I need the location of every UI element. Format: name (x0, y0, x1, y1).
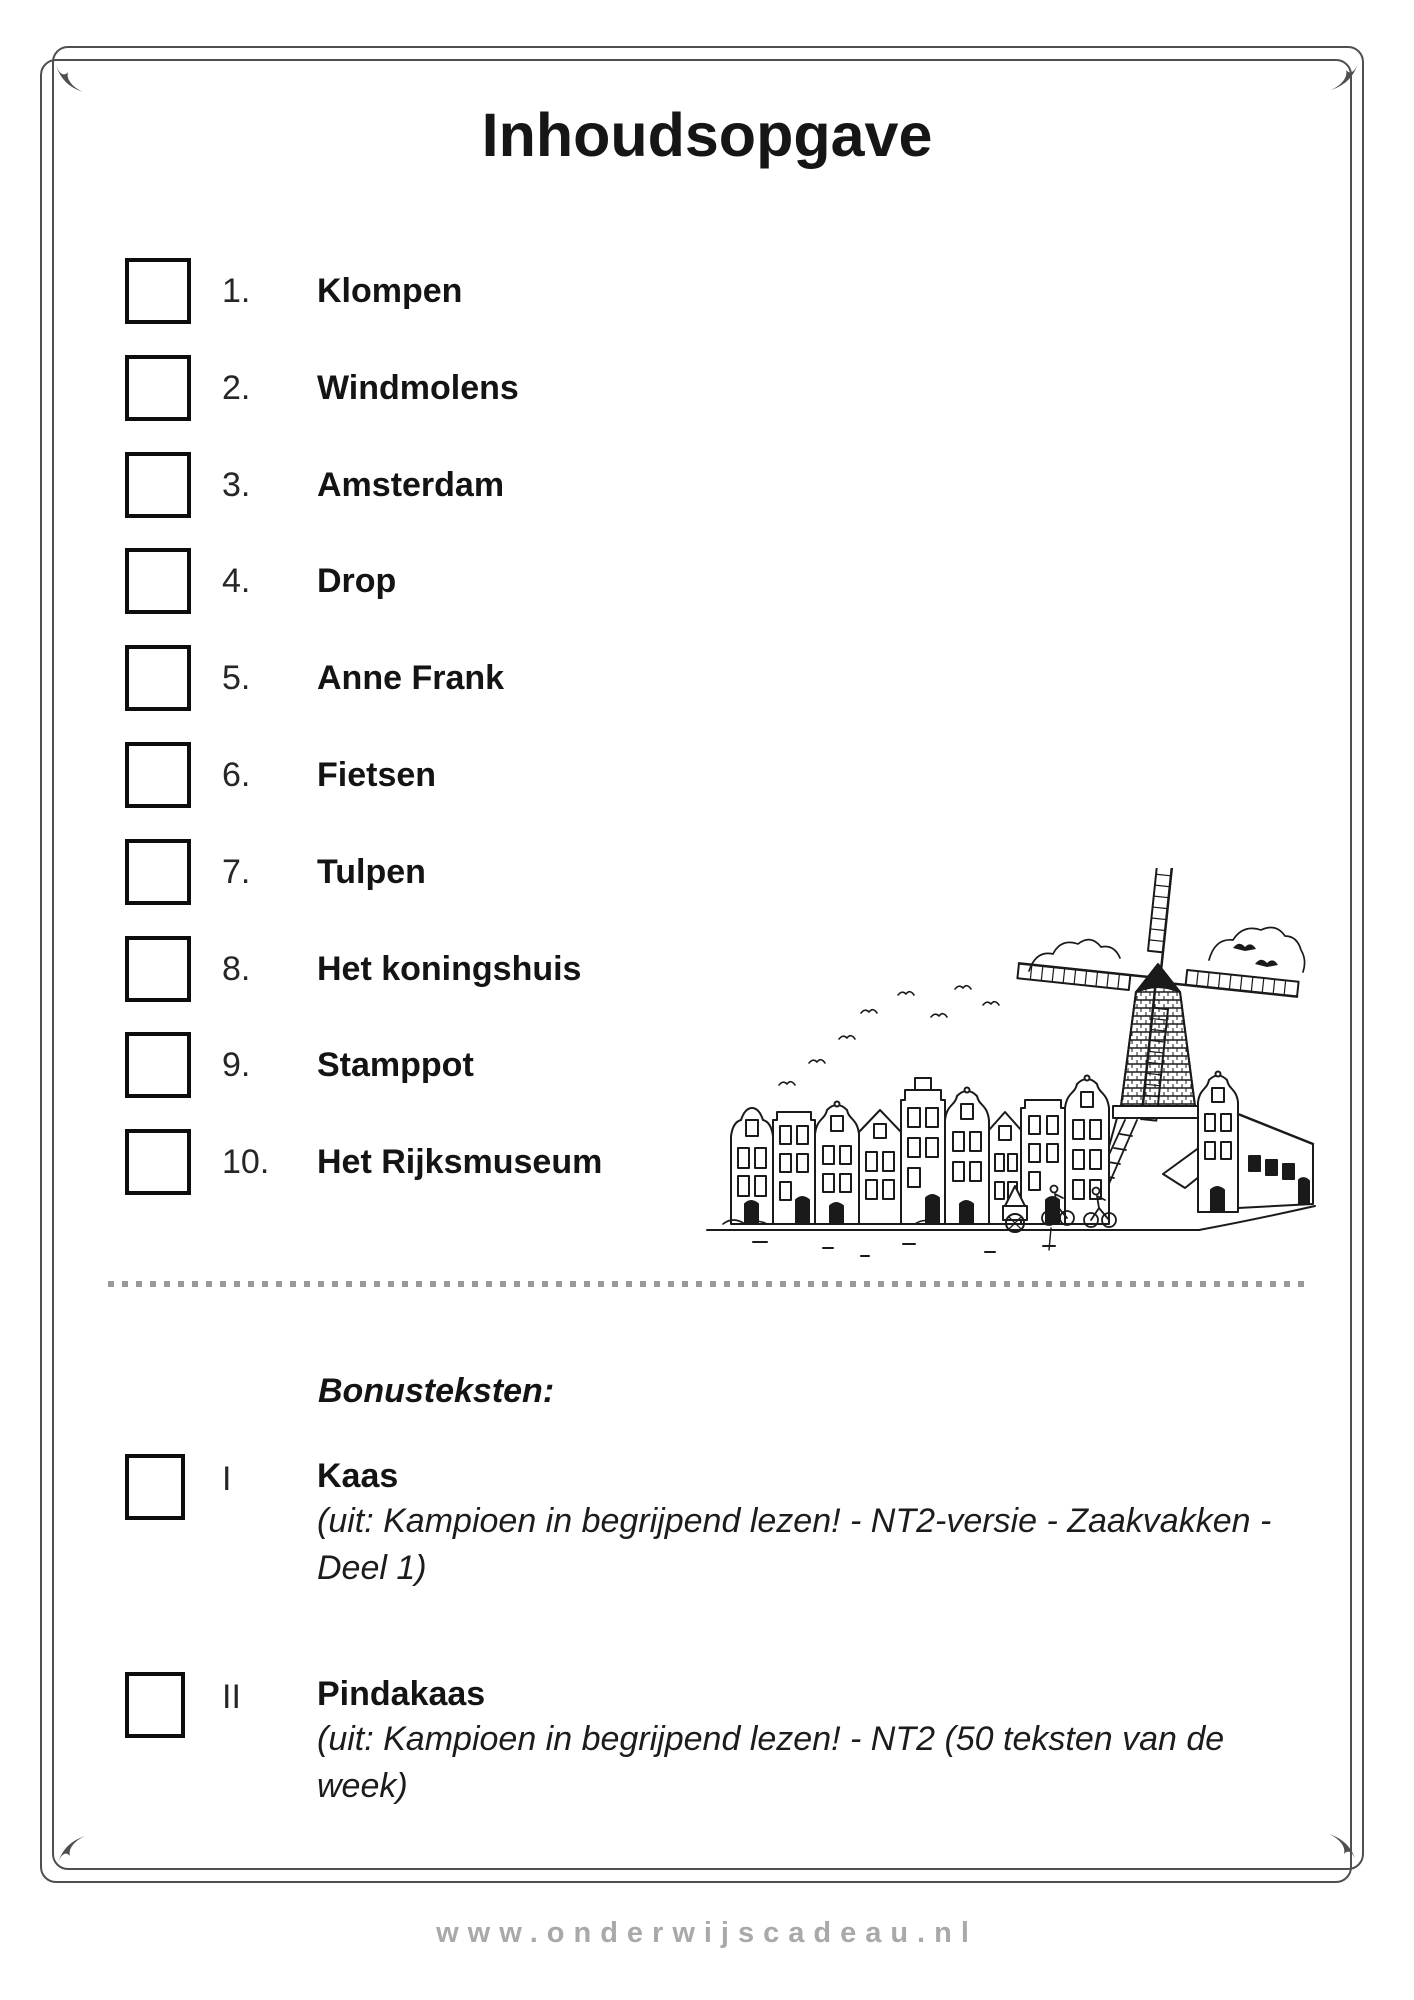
toc-checkbox[interactable] (125, 258, 191, 324)
toc-row (125, 1129, 602, 1195)
toc-checkbox[interactable] (125, 742, 191, 808)
toc-label: Stamppot (317, 1045, 474, 1084)
toc-row (125, 645, 504, 711)
bonus-numeral: I (222, 1460, 232, 1498)
bonus-title: Kaas (317, 1457, 399, 1495)
toc-number: 4. (222, 561, 251, 600)
toc-row (125, 936, 581, 1002)
toc-label: Drop (317, 561, 397, 600)
toc-row (125, 258, 462, 324)
toc-checkbox[interactable] (125, 936, 191, 1002)
toc-row (125, 1032, 474, 1098)
toc-number: 10. (222, 1142, 270, 1181)
toc-label: Amsterdam (317, 465, 505, 504)
bonus-subtitle (317, 1716, 1224, 1810)
corner-flourish-icon (1327, 1832, 1357, 1862)
bonus-numeral: II (222, 1678, 241, 1716)
bonus-row (125, 1452, 1271, 1592)
toc-label: Het Rijksmuseum (317, 1142, 603, 1181)
illustration-amsterdam-windmill (693, 868, 1321, 1268)
toc-number: 5. (222, 658, 251, 697)
toc-label: Windmolens (317, 368, 519, 407)
toc-number: 3. (222, 465, 251, 504)
bonus-subtitle-line: (uit: Kampioen in begrijpend lezen! - NT2-versie - Zaakvakken - (317, 1502, 1272, 1540)
corner-flourish-icon (57, 1834, 87, 1864)
toc-number: 6. (222, 755, 251, 794)
bonus-subtitle-line: Deel 1) (317, 1549, 427, 1587)
bonus-subtitle (317, 1498, 1271, 1592)
toc-label: Het koningshuis (317, 949, 582, 988)
toc-number: 8. (222, 949, 251, 988)
bonus-checkbox[interactable] (125, 1454, 185, 1520)
toc-checkbox[interactable] (125, 452, 191, 518)
toc-checkbox[interactable] (125, 839, 191, 905)
bonus-heading: Bonusteksten: (318, 1372, 555, 1410)
footer-url: www.onderwijscadeau.nl (436, 1917, 978, 1949)
toc-label: Tulpen (317, 852, 426, 891)
toc-checkbox[interactable] (125, 1129, 191, 1195)
toc-checkbox[interactable] (125, 1032, 191, 1098)
toc-row (125, 839, 426, 905)
bonus-text-block (317, 1452, 1271, 1592)
toc-label: Anne Frank (317, 658, 505, 697)
bonus-subtitle-line: week) (317, 1767, 408, 1805)
toc-label: Fietsen (317, 755, 437, 794)
corner-flourish-icon (55, 64, 85, 94)
windmill-body (1121, 987, 1195, 1113)
toc-label: Klompen (317, 271, 463, 310)
page-title: Inhoudsopgave (481, 101, 933, 169)
corner-flourish-icon (1329, 62, 1359, 92)
toc-number: 2. (222, 368, 251, 407)
toc-number: 9. (222, 1045, 251, 1084)
toc-checkbox[interactable] (125, 548, 191, 614)
toc-number: 7. (222, 852, 251, 891)
toc-row (125, 452, 504, 518)
toc-checkbox[interactable] (125, 645, 191, 711)
bonus-checkbox[interactable] (125, 1672, 185, 1738)
toc-row (125, 742, 436, 808)
bonus-row (125, 1670, 1224, 1810)
bonus-text-block (317, 1670, 1224, 1810)
bonus-title: Pindakaas (317, 1675, 486, 1713)
bonus-subtitle-line: (uit: Kampioen in begrijpend lezen! - NT2 (50 teksten van de (317, 1720, 1225, 1758)
toc-number: 1. (222, 271, 251, 310)
toc-checkbox[interactable] (125, 355, 191, 421)
dotted-divider (108, 1281, 1304, 1287)
canal-houses (731, 1076, 1109, 1225)
toc-row (125, 355, 519, 421)
toc-row (125, 548, 396, 614)
